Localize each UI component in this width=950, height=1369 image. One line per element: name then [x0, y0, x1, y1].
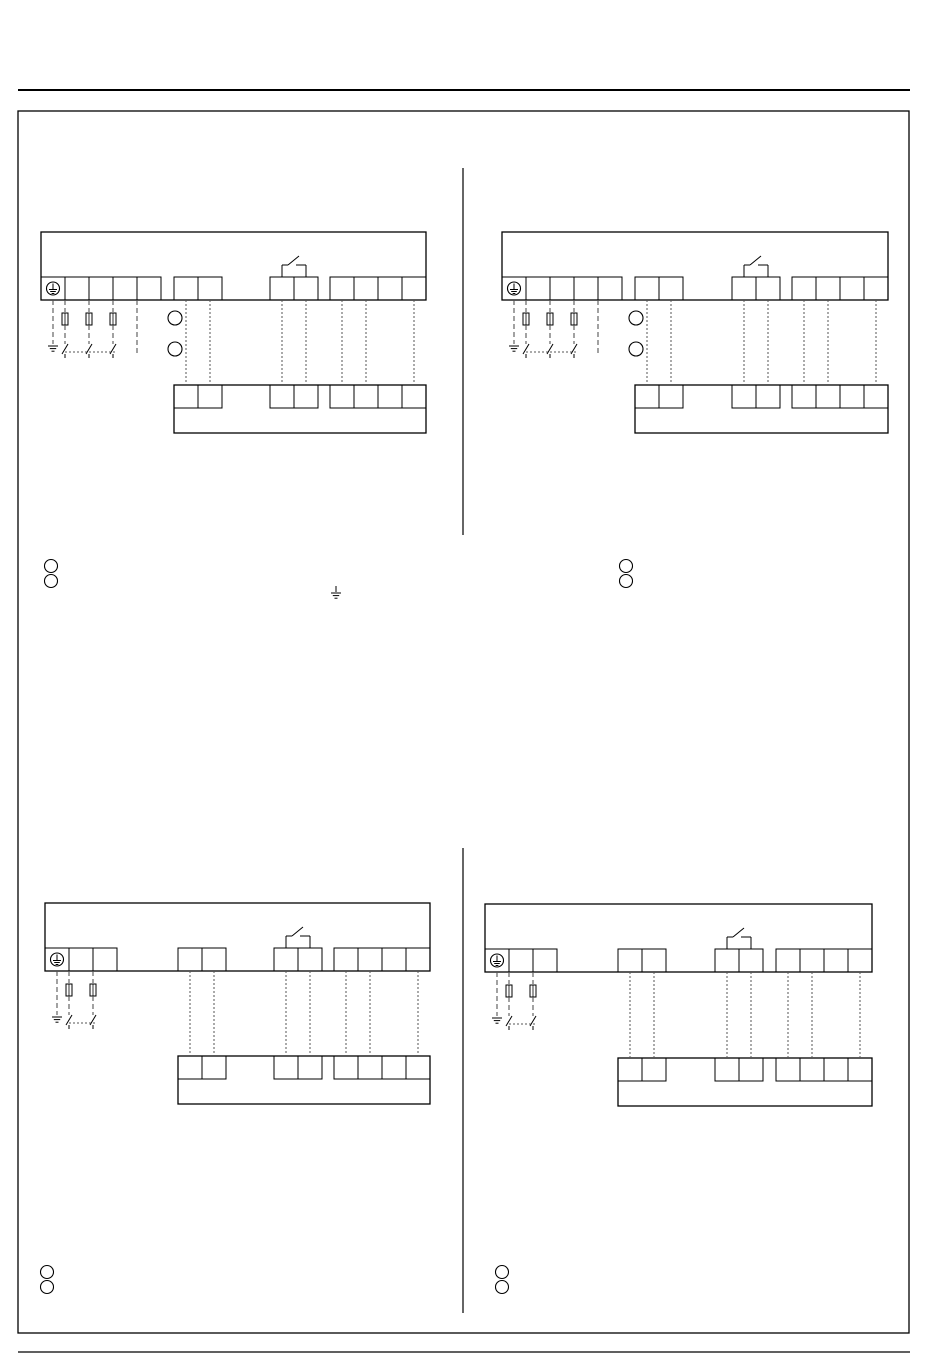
terminal-cell [174, 277, 198, 300]
circle-marker-icon [45, 560, 58, 573]
terminal-cell [800, 949, 824, 972]
terminal-cell [816, 277, 840, 300]
relay-blade [292, 927, 303, 936]
terminal-cell [382, 1056, 406, 1079]
relay-contact-icon [727, 928, 751, 949]
switch-contact-icon [110, 344, 116, 358]
signal-terminal-block [174, 277, 222, 300]
terminal-cell [715, 1058, 739, 1081]
expansion-module [618, 1058, 872, 1106]
terminal-cell [618, 949, 642, 972]
supply-terminal-block [485, 949, 557, 972]
fuse-icon [571, 313, 577, 325]
fuse-icon [547, 313, 553, 325]
notes-bottom-left [41, 1266, 54, 1294]
terminal-cell [824, 1058, 848, 1081]
device-body [485, 904, 872, 972]
signal-terminal-block [618, 949, 666, 972]
circle-marker-icon [629, 342, 643, 356]
terminal-cell [509, 949, 533, 972]
terminal-cell [330, 277, 354, 300]
terminal-cell [840, 277, 864, 300]
diagram-bottom-left [45, 903, 430, 1104]
terminal-cell [848, 949, 872, 972]
switch-contact-icon [530, 1016, 536, 1030]
module-output-block [776, 1058, 872, 1081]
relay-contact-icon [744, 256, 768, 277]
protective-earth-icon [51, 953, 64, 966]
device-body [502, 232, 888, 300]
circle-marker-icon [629, 311, 643, 325]
module-signal-block [174, 385, 222, 408]
module-relay-block [732, 385, 780, 408]
terminal-cell [113, 277, 137, 300]
terminal-cell [756, 385, 780, 408]
circle-marker-icon [620, 560, 633, 573]
switch-contact-icon [90, 1015, 96, 1029]
ground-icon [52, 1017, 62, 1022]
switch-contact-icon [62, 344, 68, 358]
terminal-cell [174, 385, 198, 408]
protective-earth-icon [491, 954, 504, 967]
terminal-cell [848, 1058, 872, 1081]
fuse-icon [506, 985, 512, 997]
terminal-cell [69, 948, 93, 971]
terminal-cell [406, 948, 430, 971]
diagram-bottom-right [485, 904, 872, 1106]
terminal-cell [65, 277, 89, 300]
fuse-icon [530, 985, 536, 997]
terminal-cell [715, 949, 739, 972]
terminal-cell [406, 1056, 430, 1079]
terminal-cell [378, 277, 402, 300]
circle-marker-icon [168, 311, 182, 325]
terminal-cell [659, 277, 683, 300]
ground-icon [509, 346, 519, 351]
terminal-cell [800, 1058, 824, 1081]
relay-contact-icon [286, 927, 310, 948]
output-terminal-block [330, 277, 426, 300]
terminal-cell [792, 277, 816, 300]
terminal-cell [864, 385, 888, 408]
terminal-cell [93, 948, 117, 971]
relay-contact-icon [282, 256, 306, 277]
notes-top-right [620, 560, 633, 588]
terminal-cell [202, 1056, 226, 1079]
terminal-cell [642, 1058, 666, 1081]
ground-note-icon [331, 586, 341, 598]
switch-contact-icon [547, 344, 553, 358]
terminal-cell [792, 385, 816, 408]
terminal-cell [739, 1058, 763, 1081]
terminal-cell [378, 385, 402, 408]
terminal-cell [550, 277, 574, 300]
fuse-icon [66, 984, 72, 996]
module-relay-block [715, 1058, 763, 1081]
terminal-cell [526, 277, 550, 300]
module-signal-block [178, 1056, 226, 1079]
terminal-cell [334, 948, 358, 971]
device-body [45, 903, 430, 971]
circle-marker-icon [41, 1266, 54, 1279]
switch-contact-icon [86, 344, 92, 358]
expansion-module [635, 385, 888, 433]
terminal-cell [298, 1056, 322, 1079]
terminal-cell [642, 949, 666, 972]
terminal-cell [358, 1056, 382, 1079]
terminal-cell [635, 277, 659, 300]
ground-icon [331, 593, 341, 598]
circle-marker-icon [496, 1281, 509, 1294]
fuse-icon [90, 984, 96, 996]
circle-marker-icon [45, 575, 58, 588]
terminal-cell [739, 949, 763, 972]
fuse-icon [62, 313, 68, 325]
terminal-cell [824, 949, 848, 972]
circle-marker-icon [41, 1281, 54, 1294]
fuse-icon [523, 313, 529, 325]
terminal-cell [178, 948, 202, 971]
device-body [41, 232, 426, 300]
switch-contact-icon [66, 1015, 72, 1029]
switch-contact-icon [523, 344, 529, 358]
circle-marker-icon [496, 1266, 509, 1279]
fuse-icon [86, 313, 92, 325]
terminal-cell [354, 385, 378, 408]
notes-bottom-right [496, 1266, 509, 1294]
terminal-cell [732, 385, 756, 408]
terminal-cell [294, 277, 318, 300]
terminal-cell [89, 277, 113, 300]
terminal-cell [776, 1058, 800, 1081]
terminal-cell [635, 385, 659, 408]
terminal-cell [137, 277, 161, 300]
terminal-cell [298, 948, 322, 971]
terminal-cell [330, 385, 354, 408]
module-output-block [334, 1056, 430, 1079]
module-relay-block [270, 385, 318, 408]
terminal-cell [294, 385, 318, 408]
terminal-cell [574, 277, 598, 300]
terminal-cell [659, 385, 683, 408]
relay-blade [750, 256, 761, 265]
relay-terminal-block [732, 277, 780, 300]
terminal-cell [776, 949, 800, 972]
circle-marker-icon [168, 342, 182, 356]
terminal-cell [354, 277, 378, 300]
signal-terminal-block [635, 277, 683, 300]
terminal-cell [533, 949, 557, 972]
relay-blade [288, 256, 299, 265]
module-output-block [330, 385, 426, 408]
diagram-top-left [41, 232, 426, 433]
terminal-cell [816, 385, 840, 408]
module-relay-block [274, 1056, 322, 1079]
relay-terminal-block [715, 949, 763, 972]
diagram-top-right [502, 232, 888, 433]
terminal-cell [402, 277, 426, 300]
relay-terminal-block [270, 277, 318, 300]
switch-contact-icon [506, 1016, 512, 1030]
terminal-cell [732, 277, 756, 300]
switch-contact-icon [571, 344, 577, 358]
fuse-icon [110, 313, 116, 325]
terminal-cell [864, 277, 888, 300]
output-terminal-block [776, 949, 872, 972]
relay-blade [733, 928, 744, 937]
terminal-cell [270, 277, 294, 300]
terminal-cell [382, 948, 406, 971]
terminal-cell [202, 948, 226, 971]
expansion-module [174, 385, 426, 433]
terminal-cell [402, 385, 426, 408]
output-terminal-block [334, 948, 430, 971]
protective-earth-icon [47, 282, 60, 295]
protective-earth-icon [508, 282, 521, 295]
notes-top-left [45, 560, 58, 588]
signal-terminal-block [178, 948, 226, 971]
ground-icon [492, 1018, 502, 1023]
relay-terminal-block [274, 948, 322, 971]
ground-icon [48, 346, 58, 351]
terminal-cell [358, 948, 382, 971]
terminal-cell [274, 1056, 298, 1079]
supply-terminal-block [45, 948, 117, 971]
circle-marker-icon [620, 575, 633, 588]
terminal-cell [598, 277, 622, 300]
expansion-module [178, 1056, 430, 1104]
terminal-cell [618, 1058, 642, 1081]
terminal-cell [198, 385, 222, 408]
terminal-cell [334, 1056, 358, 1079]
terminal-cell [178, 1056, 202, 1079]
terminal-cell [840, 385, 864, 408]
terminal-cell [756, 277, 780, 300]
output-terminal-block [792, 277, 888, 300]
terminal-cell [270, 385, 294, 408]
module-signal-block [635, 385, 683, 408]
module-signal-block [618, 1058, 666, 1081]
terminal-cell [274, 948, 298, 971]
terminal-cell [198, 277, 222, 300]
module-output-block [792, 385, 888, 408]
